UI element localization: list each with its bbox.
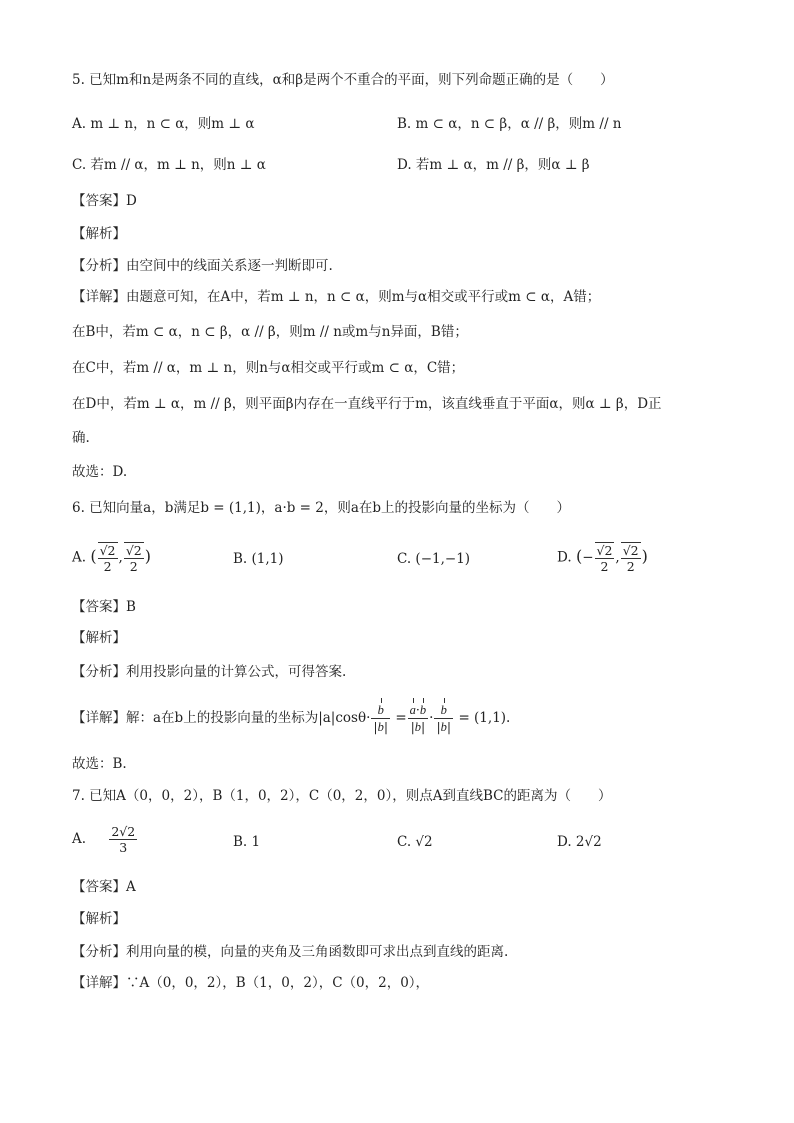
q7-a-den: 3: [119, 840, 128, 855]
q6-option-d-label: D.: [557, 549, 572, 566]
q7-xiangjie: 【详解】∵A（0，0，2），B（1，0，2），C（0，2，0），: [72, 975, 430, 991]
q7-answer: 【答案】A: [72, 879, 136, 895]
q5-xiangjie-2: 在B中，若m ⊂ α，n ⊂ β，α // β，则m // n或m与n异面，B错；: [72, 324, 468, 340]
q5-xiangjie-5: 确.: [72, 430, 90, 446]
q7-option-a-label: A.: [72, 831, 87, 847]
q7-option-c: C. √2: [397, 834, 433, 850]
q6-xiangjie-text: 【详解】解：a在b上的投影向量的坐标为|a|cosθ·: [72, 710, 371, 726]
q6-a-den1: 2: [103, 559, 112, 574]
q7-stem: 7. 已知A（0，0，2），B（1，0，2），C（0，2，0），则点A到直线BC的距离为（ ）: [72, 788, 612, 804]
q6-a-den2: 2: [129, 559, 138, 574]
q6-answer: 【答案】B: [72, 599, 136, 615]
q6-d-num1: √2: [596, 543, 613, 558]
q6-option-b: B. (1,1): [233, 551, 284, 567]
q5-answer: 【答案】D: [72, 193, 137, 209]
q5-option-c: C. 若m // α，m ⊥ n，则n ⊥ α: [72, 157, 266, 173]
q6-d-den1: 2: [600, 559, 609, 574]
q6-frac-b2: $\frac{b}{|b|}$: [436, 703, 452, 734]
q6-frac-ab: $\frac{a\cdot b}{|b|}$: [409, 702, 427, 734]
q5-stem: 5. 已知m和n是两条不同的直线，α和β是两个不重合的平面，则下列命题正确的是（ ）: [72, 72, 614, 88]
q5-option-a: A. m ⊥ n，n ⊂ α，则m ⊥ α: [72, 116, 255, 132]
q6-option-d: D. (− $\frac{√2}{2}$ , $\frac{√2}{2}$ ): [557, 543, 648, 574]
q5-option-b: B. m ⊂ α，n ⊂ β，α // β，则m // n: [397, 116, 622, 132]
q6-option-a-label: A.: [72, 549, 87, 566]
q6-frac-b: $\frac{b}{|b|}$: [373, 703, 389, 734]
q7-analysis-label: 【解析】: [72, 911, 126, 927]
q5-option-d: D. 若m ⊥ α，m // β，则α ⊥ β: [397, 157, 590, 173]
q6-option-c: C. (−1,−1): [397, 551, 471, 567]
q7-option-d: D. 2√2: [557, 834, 602, 850]
q7-fenxi: 【分析】利用向量的模，向量的夹角及三角函数即可求出点到直线的距离.: [72, 944, 509, 960]
q6-d-num2: √2: [622, 543, 639, 558]
q5-xiangjie-4: 在D中，若m ⊥ α，m // β，则平面β内存在一直线平行于m，该直线垂直于平面α，则α ⊥ β，D正: [72, 396, 662, 412]
q6-xiangjie: 【详解】解：a在b上的投影向量的坐标为|a|cosθ· $\frac{b}{|b|}$ = $\frac{a\cdot b}{|b|}$ · $\frac{b}{|b|}$ = (1,1).: [72, 702, 511, 734]
q6-analysis-label: 【解析】: [72, 630, 126, 646]
q5-analysis-label: 【解析】: [72, 226, 126, 242]
q7-option-a: [72, 824, 138, 855]
q6-xiangjie-result: = (1,1).: [458, 710, 511, 726]
q5-xiangjie-1: 【详解】由题意可知，在A中，若m ⊥ n，n ⊂ α，则m与α相交或平行或m ⊂ α，A错；: [72, 289, 601, 305]
q5-choose: 故选：D.: [72, 464, 128, 480]
q6-fenxi: 【分析】利用投影向量的计算公式，可得答案.: [72, 664, 347, 680]
q7-a-num: 2√2: [111, 824, 136, 839]
q6-stem: 6. 已知向量a，b满足b = (1,1)，a·b = 2，则a在b上的投影向量的坐标为（ ）: [72, 500, 571, 516]
q6-d-den2: 2: [626, 559, 635, 574]
q5-fenxi: 【分析】由空间中的线面关系逐一判断即可.: [72, 258, 333, 274]
q6-a-num2: √2: [125, 543, 142, 558]
q7-option-b: B. 1: [233, 834, 261, 850]
q6-choose: 故选：B.: [72, 756, 127, 772]
q6-option-a: A. ( $\frac{√2}{2}$ , $\frac{√2}{2}$ ): [72, 543, 151, 574]
q5-xiangjie-3: 在C中，若m // α，m ⊥ n，则n与α相交或平行或m ⊂ α，C错；: [72, 360, 465, 376]
q6-a-num1: √2: [99, 543, 116, 558]
